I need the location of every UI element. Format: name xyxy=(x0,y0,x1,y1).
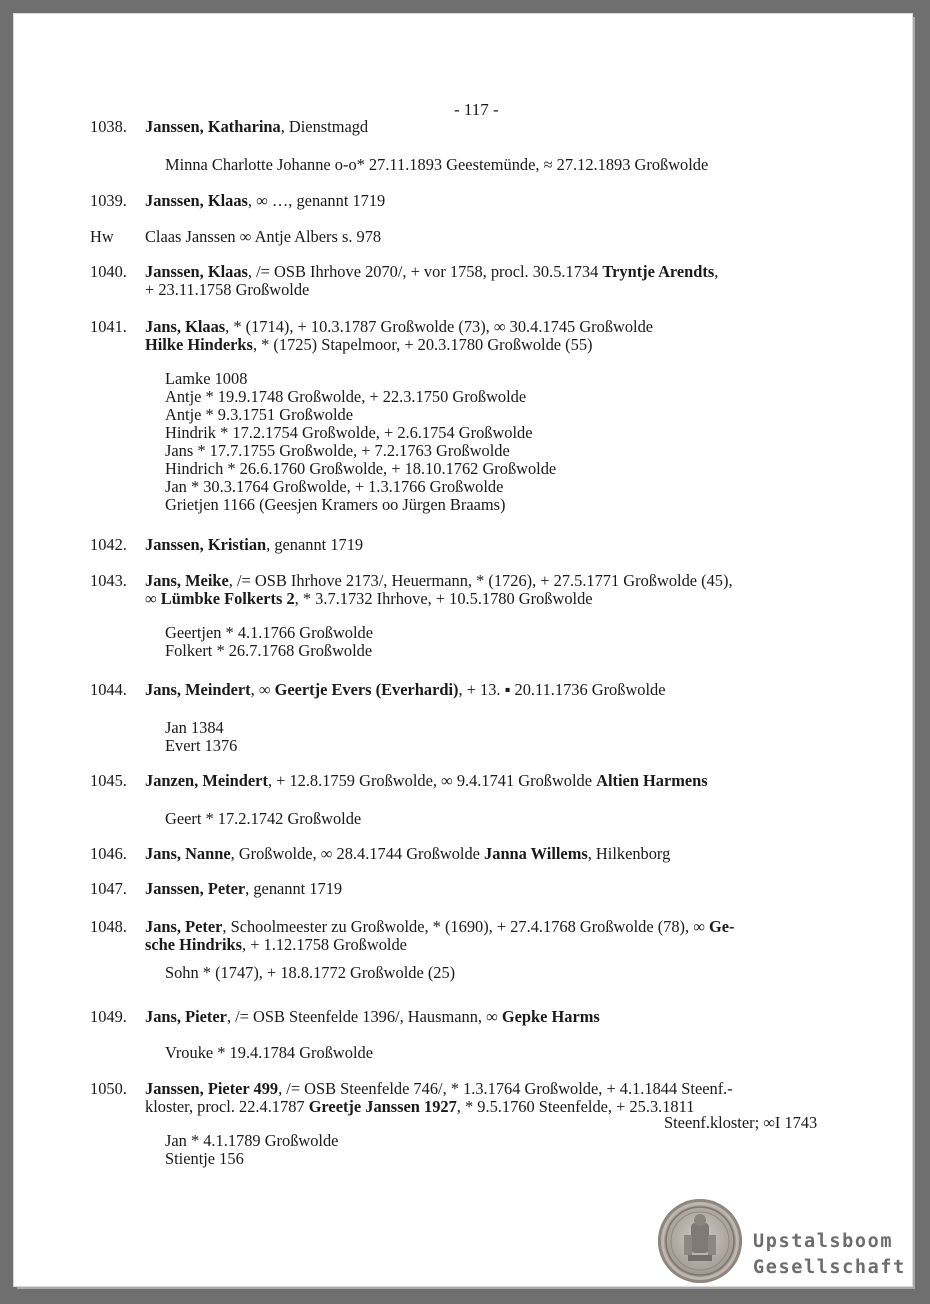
child-item: Geert * 17.2.1742 Großwolde xyxy=(165,809,362,828)
entry-detail: , Hilkenborg xyxy=(587,844,671,863)
entry-number: 1050. xyxy=(90,1079,127,1098)
entry-text xyxy=(145,318,845,354)
child-item: Minna Charlotte Johanne o-o* 27.11.1893 Geestemünde, ≈ 27.12.1893 Großwolde xyxy=(165,155,709,174)
entry-line xyxy=(145,263,845,281)
person-name: Hilke Hinderks xyxy=(145,335,253,354)
person-name: Tryntje Arendts xyxy=(602,262,715,281)
entry-line xyxy=(145,118,845,136)
person-name: Janzen, Meindert xyxy=(145,771,268,790)
entry-text xyxy=(145,845,845,863)
person-name: Lümbke Folkerts 2 xyxy=(160,589,295,608)
entry-detail: Claas Janssen ∞ Antje Albers s. 978 xyxy=(145,227,382,246)
entry-detail: , + 1.12.1758 Großwolde xyxy=(242,935,407,954)
person-name: Jans, Peter xyxy=(145,917,223,936)
child-item: Geertjen * 4.1.1766 Großwolde xyxy=(165,623,374,642)
entry-line xyxy=(145,772,845,790)
entry-line xyxy=(145,336,845,354)
entry-line xyxy=(145,318,845,336)
entry-detail: , * (1714), + 10.3.1787 Großwolde (73), ∞ 30.4.1745 Großwolde xyxy=(225,317,654,336)
entry-number: Hw xyxy=(90,227,114,246)
entry-text xyxy=(145,1080,845,1116)
entry-number: 1047. xyxy=(90,879,127,898)
entry-text xyxy=(145,572,845,608)
entry-detail: , + 13. ▪ 20.11.1736 Großwolde xyxy=(458,680,666,699)
entry-line xyxy=(145,590,845,608)
entry-number: 1044. xyxy=(90,680,127,699)
entry-number: 1040. xyxy=(90,262,127,281)
children-list xyxy=(165,964,455,982)
entry-detail: , xyxy=(714,262,719,281)
children-list xyxy=(165,624,373,660)
person-name: Greetje Janssen 1927 xyxy=(308,1097,457,1116)
logo-line1: Upstalsboom xyxy=(753,1231,894,1252)
entry-line xyxy=(145,572,845,590)
entry-line xyxy=(145,1080,845,1098)
entry-text xyxy=(145,681,845,699)
entry-detail: , /= OSB Ihrhove 2070/, + vor 1758, procl. 30.5.1734 xyxy=(247,262,603,281)
children-list xyxy=(165,1132,338,1168)
person-name: Jans, Nanne xyxy=(145,844,231,863)
entry-line xyxy=(145,228,845,246)
children-list xyxy=(165,156,708,174)
children-list xyxy=(165,719,237,755)
entry-detail: , /= OSB Steenfelde 746/, * 1.3.1764 Großwolde, + 4.1.1844 Steenf.- xyxy=(278,1079,733,1098)
document-page xyxy=(14,14,912,1286)
person-name: Ge- xyxy=(709,917,735,936)
entry-line xyxy=(145,281,845,299)
entry-detail: ∞ xyxy=(145,589,161,608)
entry-number: 1038. xyxy=(90,117,127,136)
entry-detail: kloster, procl. 22.4.1787 xyxy=(145,1097,309,1116)
entry-line xyxy=(145,536,845,554)
entry-detail: , genannt 1719 xyxy=(245,879,343,898)
entry-number: 1042. xyxy=(90,535,127,554)
entry-text xyxy=(145,772,845,790)
person-name: Geertje Evers (Everhardi) xyxy=(274,680,459,699)
entry-detail: , * 9.5.1760 Steenfelde, + 25.3.1811 xyxy=(456,1097,695,1116)
entry-detail: , + 12.8.1759 Großwolde, ∞ 9.4.1741 Großwolde xyxy=(267,771,597,790)
children-list xyxy=(165,370,556,514)
publisher-logo xyxy=(658,1199,908,1289)
entry-detail: + 23.11.1758 Großwolde xyxy=(145,280,310,299)
entry-text xyxy=(145,263,845,299)
entry-text xyxy=(145,880,845,898)
entry-text xyxy=(145,1008,845,1026)
right-note: Steenf.kloster; ∞I 1743 xyxy=(664,1113,818,1132)
children-list xyxy=(165,810,361,828)
child-item: Antje * 9.3.1751 Großwolde xyxy=(165,405,354,424)
child-item: Jans * 17.7.1755 Großwolde, + 7.2.1763 Großwolde xyxy=(165,441,510,460)
child-item: Folkert * 26.7.1768 Großwolde xyxy=(165,641,373,660)
entry-detail: , Schoolmeester zu Großwolde, * (1690), + 27.4.1768 Großwolde (78), ∞ xyxy=(222,917,709,936)
entry-number: 1046. xyxy=(90,844,127,863)
child-item: Sohn * (1747), + 18.8.1772 Großwolde (25) xyxy=(165,963,456,982)
child-item: Hindrik * 17.2.1754 Großwolde, + 2.6.1754 Großwolde xyxy=(165,423,533,442)
person-name: Gepke Harms xyxy=(501,1007,600,1026)
person-name: Jans, Klaas xyxy=(145,317,226,336)
person-name: Janssen, Peter xyxy=(145,879,246,898)
entry-text xyxy=(145,228,845,246)
person-name: Janssen, Klaas xyxy=(145,191,248,210)
entry-number: 1049. xyxy=(90,1007,127,1026)
person-name: Jans, Pieter xyxy=(145,1007,227,1026)
entry-line xyxy=(145,681,845,699)
entry-detail: , * (1725) Stapelmoor, + 20.3.1780 Großwolde (55) xyxy=(252,335,593,354)
person-name: Janssen, Pieter 499 xyxy=(145,1079,279,1098)
person-name: Janna Willems xyxy=(484,844,588,863)
entry-line xyxy=(145,192,845,210)
entry-line xyxy=(145,880,845,898)
page-number: - 117 - xyxy=(454,100,499,119)
entry-number: 1048. xyxy=(90,917,127,936)
entry-text xyxy=(145,918,845,954)
entry-text xyxy=(145,536,845,554)
seal-icon xyxy=(658,1199,742,1283)
person-name: Altien Harmens xyxy=(596,771,708,790)
entry-number: 1043. xyxy=(90,571,127,590)
entry-line xyxy=(145,845,845,863)
person-name: sche Hindriks xyxy=(145,935,242,954)
child-item: Grietjen 1166 (Geesjen Kramers oo Jürgen Braams) xyxy=(165,495,506,514)
child-item: Jan * 30.3.1764 Großwolde, + 1.3.1766 Großwolde xyxy=(165,477,504,496)
person-name: Jans, Meike xyxy=(145,571,229,590)
entry-text xyxy=(145,192,845,210)
entry-number: 1041. xyxy=(90,317,127,336)
child-item: Vrouke * 19.4.1784 Großwolde xyxy=(165,1043,373,1062)
person-name: Janssen, Klaas xyxy=(145,262,248,281)
entry-number: 1039. xyxy=(90,191,127,210)
child-item: Jan * 4.1.1789 Großwolde xyxy=(165,1131,339,1150)
entry-detail: , ∞ …, genannt 1719 xyxy=(247,191,386,210)
person-name: Jans, Meindert xyxy=(145,680,251,699)
entry-number: 1045. xyxy=(90,771,127,790)
entry-detail: , /= OSB Steenfelde 1396/, Hausmann, ∞ xyxy=(226,1007,502,1026)
entry-detail: , Dienstmagd xyxy=(280,117,369,136)
child-item: Antje * 19.9.1748 Großwolde, + 22.3.1750 Großwolde xyxy=(165,387,527,406)
child-item: Stientje 156 xyxy=(165,1149,244,1168)
entry-detail: , * 3.7.1732 Ihrhove, + 10.5.1780 Großwolde xyxy=(294,589,593,608)
logo-line2: Gesellschaft xyxy=(753,1257,906,1278)
entry-detail: , genannt 1719 xyxy=(266,535,364,554)
entry-line xyxy=(145,936,845,954)
child-item: Lamke 1008 xyxy=(165,369,248,388)
child-item: Evert 1376 xyxy=(165,736,238,755)
person-name: Janssen, Katharina xyxy=(145,117,281,136)
entry-line xyxy=(145,918,845,936)
child-item: Jan 1384 xyxy=(165,718,224,737)
child-item: Hindrich * 26.6.1760 Großwolde, + 18.10.1762 Großwolde xyxy=(165,459,557,478)
entry-text xyxy=(145,118,845,136)
person-name: Janssen, Kristian xyxy=(145,535,267,554)
entry-detail: , ∞ xyxy=(250,680,275,699)
children-list xyxy=(165,1044,373,1062)
entry-detail: , /= OSB Ihrhove 2173/, Heuermann, * (1726), + 27.5.1771 Großwolde (45), xyxy=(228,571,733,590)
entry-line xyxy=(145,1008,845,1026)
entry-detail: , Großwolde, ∞ 28.4.1744 Großwolde xyxy=(230,844,485,863)
